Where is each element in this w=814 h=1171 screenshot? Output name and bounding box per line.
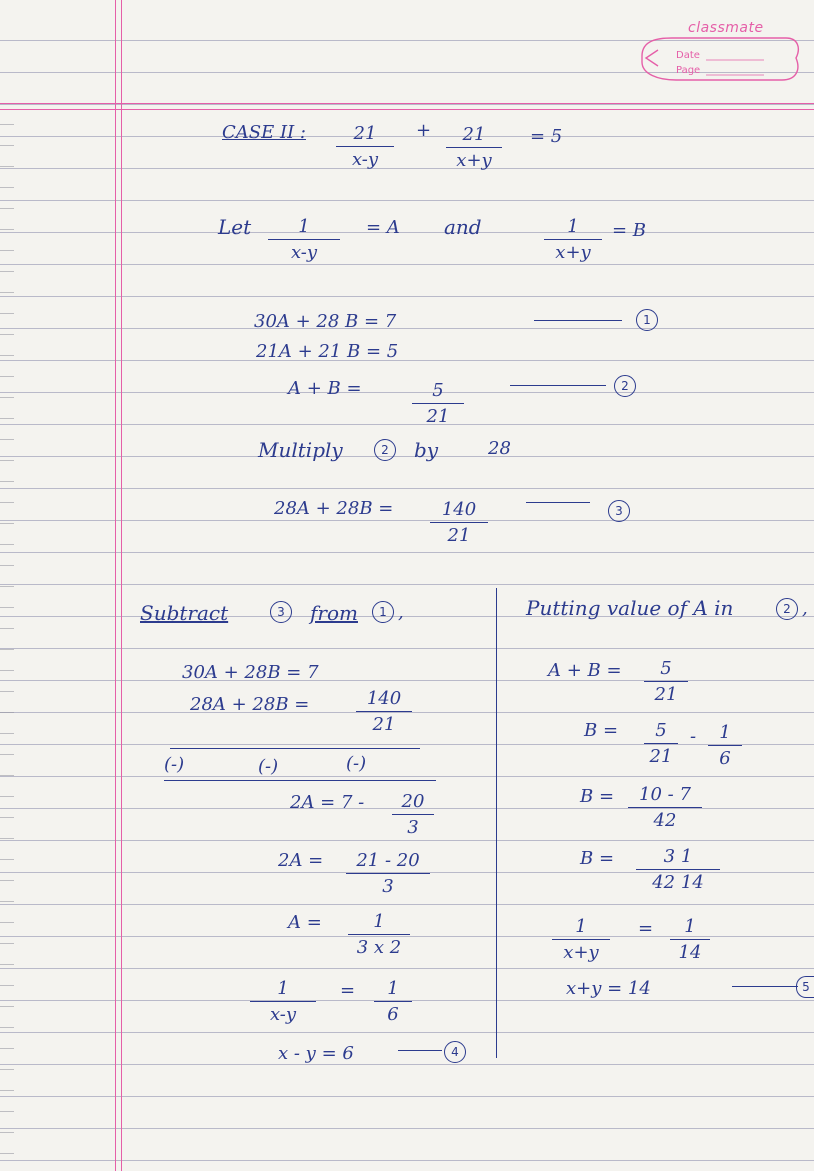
right-row6-tag: 5 [796, 976, 814, 998]
let-eq-a: = A [366, 217, 400, 238]
left-step1-den: 3 [407, 817, 419, 838]
right-row2-minus: - [690, 726, 697, 747]
right-row1-frac [644, 660, 688, 704]
right-row5-lden: x+y [563, 942, 599, 963]
let-word: Let [218, 215, 252, 239]
eq2-tag: 2 [614, 375, 636, 397]
right-row3-frac [628, 786, 702, 830]
let-frac-b-num: 1 [544, 218, 602, 240]
eq3-frac [430, 501, 488, 545]
left-heading: Subtract [140, 601, 229, 625]
left-rule-2 [164, 780, 436, 781]
right-row4-den: 42 14 [652, 872, 704, 893]
left-heading-tag-b: 1 [372, 601, 394, 623]
eq1-arrow-line [534, 320, 622, 321]
eq3-arrow-line [526, 502, 590, 503]
left-step3-num: 1 [348, 913, 410, 935]
eq2-arrow-line [510, 385, 606, 386]
right-row4: B = [580, 848, 615, 869]
right-row2b-den: 6 [719, 748, 731, 769]
case-plus: + [416, 120, 432, 141]
eq-mid-text: 21A + 21 B = 5 [256, 341, 399, 362]
left-row2-den: 21 [372, 714, 396, 735]
left-sign-3: (-) [346, 753, 367, 774]
header-line-2 [0, 109, 814, 110]
right-row2b-num: 1 [708, 724, 742, 746]
right-row3: B = [580, 786, 615, 807]
left-step5-arrow-line [398, 1050, 442, 1051]
header-line-1 [0, 103, 814, 104]
right-row1-num: 5 [644, 660, 688, 682]
eq3-tag: 3 [608, 500, 630, 522]
left-rule-1 [170, 748, 420, 749]
left-row2-num: 140 [356, 690, 412, 712]
right-row2: B = [584, 720, 619, 741]
let-frac-a-num: 1 [268, 218, 340, 240]
left-step1-num: 20 [392, 793, 434, 815]
right-row5-rden: 14 [678, 942, 702, 963]
right-heading: Putting value of A in [526, 596, 734, 620]
left-step3: A = [288, 912, 322, 933]
left-step4-rnum: 1 [374, 980, 412, 1002]
right-row2-frac [644, 722, 678, 766]
multiply-by: by [414, 438, 439, 462]
right-row5-rfrac [670, 918, 710, 962]
right-row1-den: 21 [654, 684, 678, 705]
right-row4-frac [636, 848, 720, 892]
let-frac-b [544, 218, 602, 262]
left-row1: 30A + 28B = 7 [182, 662, 319, 683]
left-step1: 2A = 7 - [290, 792, 365, 813]
right-row3-num: 10 - 7 [628, 786, 702, 808]
let-frac-a [268, 218, 340, 262]
eq2-lhs: A + B = [288, 378, 362, 399]
left-step3-frac [348, 913, 410, 957]
left-step4-rfrac [374, 980, 412, 1024]
right-row2-num: 5 [644, 722, 678, 744]
page-label: Page [676, 65, 701, 76]
left-step3-den: 3 x 2 [356, 937, 402, 958]
column-divider [496, 588, 497, 1058]
let-frac-b-den: x+y [555, 242, 591, 263]
margin-line-1 [115, 0, 116, 1171]
left-row2: 28A + 28B = [190, 694, 310, 715]
eq3-den: 21 [447, 525, 471, 546]
eq1-tag: 1 [636, 309, 658, 331]
eq1-text: 30A + 28 B = 7 [254, 311, 397, 332]
case-term1-den: x-y [351, 149, 379, 170]
perforation [0, 110, 14, 1171]
eq3-lhs: 28A + 28B = [274, 498, 394, 519]
left-step4-lden: x-y [269, 1004, 297, 1025]
multiply-tag: 2 [374, 439, 396, 461]
left-heading-comma: , [398, 602, 404, 623]
case-term2 [446, 126, 502, 170]
let-eq-b: = B [612, 220, 647, 241]
right-row5-eq: = [638, 918, 654, 939]
eq2-den: 21 [426, 406, 450, 427]
right-row2-den: 21 [649, 746, 673, 767]
eq2-num: 5 [412, 382, 464, 404]
left-step2: 2A = [278, 850, 324, 871]
right-row2b-frac [708, 724, 742, 768]
case-term2-den: x+y [456, 150, 492, 171]
brand-logo-box [636, 18, 804, 94]
case-term1 [336, 125, 394, 169]
right-row5-rnum: 1 [670, 918, 710, 940]
left-step2-num: 21 - 20 [346, 852, 430, 874]
right-heading-comma: , [802, 598, 808, 619]
left-step4-rden: 6 [387, 1004, 399, 1025]
eq2-frac [412, 382, 464, 426]
date-label: Date [676, 50, 700, 61]
left-sign-1: (-) [164, 754, 185, 775]
left-step1-frac [392, 793, 434, 837]
margin-line-2 [121, 0, 122, 1171]
right-row3-den: 42 [653, 810, 677, 831]
left-step2-frac [346, 852, 430, 896]
brand-name: classmate [688, 20, 764, 36]
right-row4-num: 3 1 [636, 848, 720, 870]
left-heading-from: from [310, 601, 358, 625]
case-title: CASE II : [222, 122, 306, 143]
left-row2-frac [356, 690, 412, 734]
left-sign-2: (-) [258, 756, 279, 777]
case-rhs: = 5 [530, 126, 563, 147]
left-step5: x - y = 6 [278, 1043, 354, 1064]
left-step5-tag: 4 [444, 1041, 466, 1063]
let-and: and [444, 215, 482, 239]
case-term1-num: 21 [336, 125, 394, 147]
right-row5-lfrac [552, 918, 610, 962]
right-row6: x+y = 14 [566, 978, 651, 999]
multiply-value: 28 [488, 438, 511, 459]
right-heading-tag: 2 [776, 598, 798, 620]
left-step4-eq: = [340, 980, 356, 1001]
left-step2-den: 3 [382, 876, 394, 897]
eq3-num: 140 [430, 501, 488, 523]
case-term2-num: 21 [446, 126, 502, 148]
multiply-word: Multiply [258, 438, 343, 462]
left-step4-lfrac [250, 980, 316, 1024]
let-frac-a-den: x-y [290, 242, 318, 263]
right-row6-arrow-line [732, 986, 798, 987]
left-step4-lnum: 1 [250, 980, 316, 1002]
right-row5-lnum: 1 [552, 918, 610, 940]
left-heading-tag-a: 3 [270, 601, 292, 623]
right-row1: A + B = [548, 660, 622, 681]
